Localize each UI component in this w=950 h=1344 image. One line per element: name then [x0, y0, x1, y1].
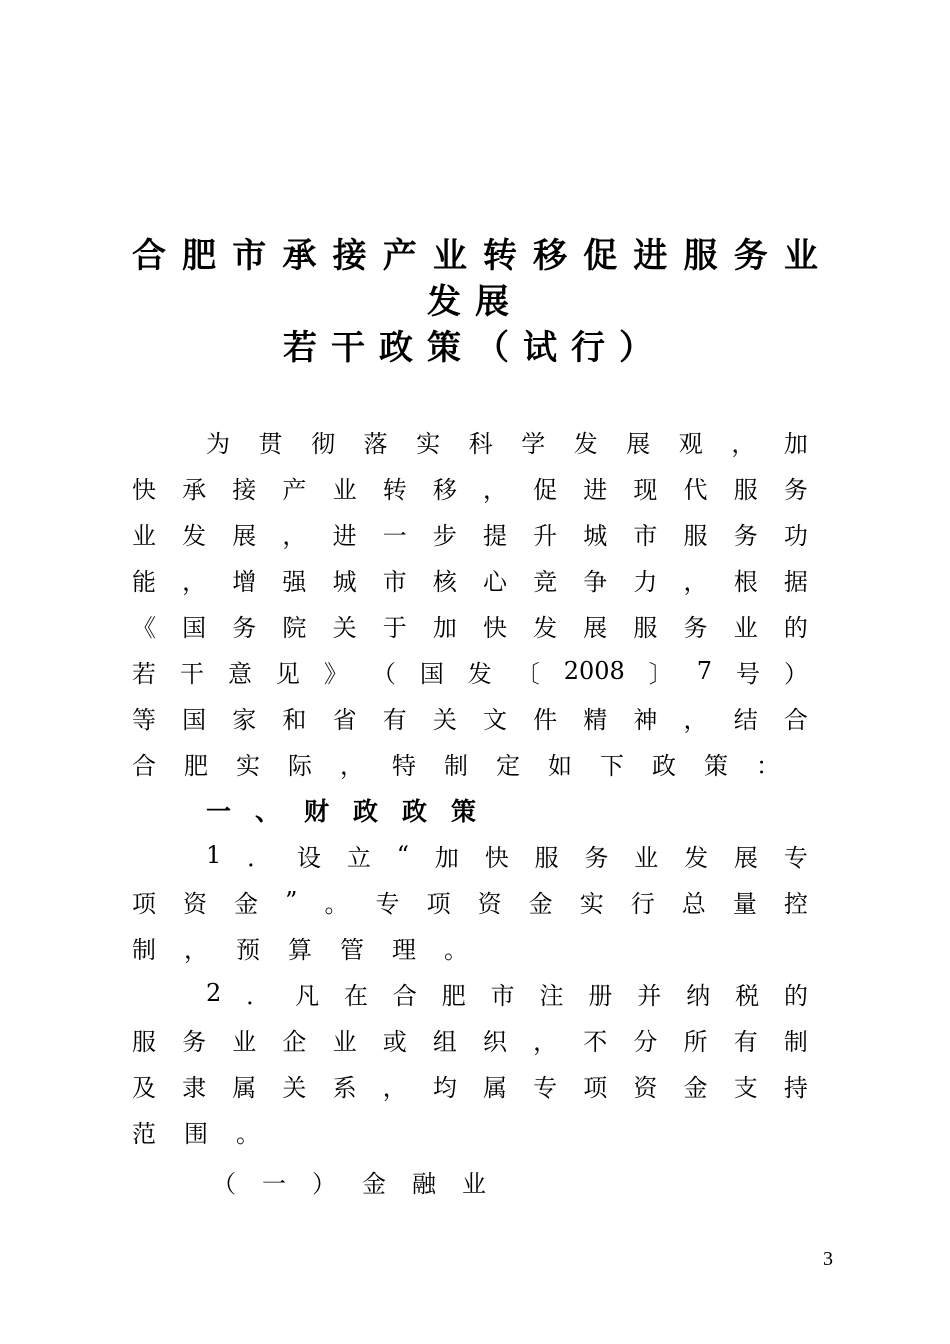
- text-glyph: 国: [419, 659, 444, 688]
- text-glyph: 和: [282, 705, 307, 734]
- text-glyph: 的: [783, 981, 808, 1010]
- text-glyph: 金: [528, 889, 553, 918]
- item1-line-3: [132, 924, 808, 970]
- text-glyph: 进: [633, 236, 668, 276]
- text-glyph: 精: [583, 705, 608, 734]
- text-glyph: ，: [683, 567, 708, 596]
- text-glyph: 等: [132, 705, 156, 734]
- text-glyph: 增: [232, 567, 257, 596]
- text-glyph: 于: [382, 613, 407, 642]
- text-glyph: 心: [482, 567, 507, 596]
- text-glyph: 的: [783, 613, 808, 642]
- text-glyph: 围: [184, 1119, 208, 1148]
- text-glyph: 服: [534, 843, 559, 872]
- text-glyph: 关: [282, 1073, 307, 1102]
- text-glyph: 业: [332, 475, 357, 504]
- text-glyph: 进: [583, 475, 608, 504]
- text-glyph: 发: [684, 843, 709, 872]
- text-glyph: 展: [734, 843, 759, 872]
- text-glyph: 分: [633, 1027, 658, 1056]
- text-glyph: 家: [232, 705, 257, 734]
- text-glyph: 务: [783, 475, 808, 504]
- text-glyph: 强: [282, 567, 307, 596]
- text-glyph: 税: [735, 981, 760, 1010]
- title-line-1: [132, 234, 818, 278]
- intro-line-8: [132, 740, 808, 786]
- text-glyph: 为: [206, 429, 230, 458]
- text-glyph: 实: [579, 889, 604, 918]
- item2-line-3: [132, 1062, 808, 1108]
- text-glyph: ，: [731, 429, 756, 458]
- text-glyph: ．: [246, 981, 271, 1010]
- text-glyph: 际: [288, 751, 312, 780]
- text-glyph: 接: [332, 236, 367, 276]
- intro-line-4: [132, 556, 808, 602]
- text-glyph: 若: [132, 659, 156, 688]
- text-glyph: 落: [363, 429, 388, 458]
- text-glyph: 移: [432, 475, 457, 504]
- text-glyph: 见: [275, 659, 300, 688]
- text-glyph: 干: [179, 659, 204, 688]
- text-glyph: 贯: [258, 429, 283, 458]
- text-glyph: 专: [783, 843, 808, 872]
- intro-line-6: [132, 648, 808, 694]
- text-glyph: ，: [182, 567, 207, 596]
- text-glyph: 产: [382, 236, 417, 276]
- text-glyph: 务: [683, 613, 708, 642]
- text-glyph: 关: [332, 613, 357, 642]
- text-glyph: 服: [683, 521, 708, 550]
- text-glyph: 立: [346, 843, 371, 872]
- text-glyph: ，: [184, 935, 208, 964]
- text-glyph: 2008: [563, 657, 625, 685]
- text-glyph: 专: [375, 889, 400, 918]
- text-glyph: 组: [432, 1027, 457, 1056]
- text-glyph: 纳: [686, 981, 711, 1010]
- text-glyph: ：: [756, 751, 780, 780]
- text-glyph: 管: [340, 935, 364, 964]
- section-heading-fiscal-policy: 一、财政政策: [206, 797, 501, 826]
- text-glyph: 业: [783, 236, 818, 276]
- text-glyph: ，: [382, 1073, 407, 1102]
- text-glyph: 支: [733, 1073, 758, 1102]
- text-glyph: 服: [683, 236, 718, 276]
- text-glyph: 争: [583, 567, 608, 596]
- text-glyph: 均: [432, 1073, 457, 1102]
- text-glyph: 及: [132, 1073, 156, 1102]
- text-glyph: 肥: [184, 751, 208, 780]
- text-glyph: 行: [630, 889, 655, 918]
- text-glyph: 有: [382, 705, 407, 734]
- text-glyph: 力: [633, 567, 658, 596]
- text-glyph: 承: [282, 236, 317, 276]
- text-glyph: 合: [132, 236, 166, 276]
- text-glyph: 市: [232, 236, 267, 276]
- text-glyph: 步: [432, 521, 457, 550]
- text-glyph: 2: [206, 979, 222, 1007]
- text-glyph: 总: [681, 889, 706, 918]
- text-glyph: 观: [678, 429, 703, 458]
- text-glyph: 金: [234, 889, 259, 918]
- text-glyph: 提: [482, 521, 507, 550]
- text-glyph: 学: [521, 429, 546, 458]
- text-glyph: ，: [533, 1027, 558, 1056]
- text-glyph: 下: [600, 751, 624, 780]
- text-glyph: 转: [482, 236, 517, 276]
- text-glyph: ，: [683, 705, 708, 734]
- text-glyph: 企: [282, 1027, 307, 1056]
- text-glyph: 在: [343, 981, 368, 1010]
- text-glyph: 策: [704, 751, 728, 780]
- text-glyph: 系: [332, 1073, 357, 1102]
- text-glyph: 特: [392, 751, 416, 780]
- text-glyph: 彻: [311, 429, 336, 458]
- text-glyph: 或: [382, 1027, 407, 1056]
- text-glyph: ，: [482, 475, 507, 504]
- text-glyph: 功: [783, 521, 808, 550]
- text-glyph: 金: [683, 1073, 708, 1102]
- text-glyph: 转: [382, 475, 407, 504]
- text-glyph: 制: [783, 1027, 808, 1056]
- text-glyph: （: [371, 659, 396, 688]
- text-glyph: 政: [652, 751, 676, 780]
- text-glyph: 意: [227, 659, 252, 688]
- text-glyph: 定: [496, 751, 520, 780]
- text-glyph: 织: [482, 1027, 507, 1056]
- text-glyph: 城: [332, 567, 357, 596]
- text-glyph: “: [396, 841, 409, 869]
- text-glyph: 市: [633, 521, 658, 550]
- text-glyph: 制: [444, 751, 468, 780]
- text-glyph: 产: [282, 475, 307, 504]
- text-glyph: ．: [247, 843, 272, 872]
- text-glyph: 业: [332, 1027, 357, 1056]
- text-glyph: 快: [484, 843, 509, 872]
- text-glyph: 量: [732, 889, 757, 918]
- text-glyph: 市: [382, 567, 407, 596]
- text-glyph: 预: [236, 935, 260, 964]
- text-glyph: 省: [332, 705, 357, 734]
- text-glyph: 据: [783, 567, 808, 596]
- text-glyph: 快: [132, 475, 156, 504]
- text-glyph: 移: [533, 236, 568, 276]
- intro-line-5: [132, 602, 808, 648]
- text-glyph: 资: [183, 889, 208, 918]
- text-glyph: 范: [132, 1119, 156, 1148]
- text-glyph: 册: [588, 981, 613, 1010]
- text-glyph: 展: [626, 429, 651, 458]
- text-glyph: 合: [783, 705, 808, 734]
- text-glyph: 隶: [182, 1073, 207, 1102]
- intro-line-1: [206, 418, 808, 464]
- title-line-3: 若干政策（试行）: [283, 328, 667, 368]
- text-glyph: 号: [735, 659, 760, 688]
- text-glyph: 业: [634, 843, 659, 872]
- text-glyph: 项: [426, 889, 451, 918]
- text-glyph: 不: [583, 1027, 608, 1056]
- text-glyph: 发: [533, 613, 558, 642]
- item1-line-2: [132, 878, 808, 924]
- text-glyph: 实: [236, 751, 260, 780]
- text-glyph: 国: [182, 705, 207, 734]
- text-glyph: 神: [633, 705, 658, 734]
- text-glyph: 项: [132, 889, 156, 918]
- text-glyph: ）: [783, 659, 808, 688]
- text-glyph: 〔: [515, 659, 540, 688]
- text-glyph: 结: [733, 705, 758, 734]
- subsection-heading-finance: （一）金融业: [212, 1170, 512, 1198]
- text-glyph: 属: [232, 1073, 257, 1102]
- text-glyph: 肥: [441, 981, 466, 1010]
- text-glyph: 1: [206, 841, 222, 869]
- text-glyph: 国: [182, 613, 207, 642]
- text-glyph: 科: [468, 429, 493, 458]
- text-glyph: 核: [432, 567, 457, 596]
- text-glyph: 《: [132, 613, 156, 642]
- text-glyph: 升: [533, 521, 558, 550]
- text-glyph: 城: [583, 521, 608, 550]
- text-glyph: 一: [382, 521, 407, 550]
- text-glyph: 发: [467, 659, 492, 688]
- item2-line-1: [206, 970, 808, 1016]
- text-glyph: 所: [683, 1027, 708, 1056]
- text-glyph: 如: [548, 751, 572, 780]
- text-glyph: 注: [539, 981, 564, 1010]
- text-glyph: 设: [297, 843, 321, 872]
- text-glyph: 业: [432, 236, 467, 276]
- text-glyph: 发: [182, 521, 207, 550]
- text-glyph: 进: [332, 521, 357, 550]
- item1-line-1: [206, 832, 808, 878]
- text-glyph: 展: [232, 521, 257, 550]
- text-glyph: 属: [482, 1073, 507, 1102]
- text-glyph: 服: [733, 475, 758, 504]
- text-glyph: ，: [340, 751, 364, 780]
- text-glyph: 资: [633, 1073, 658, 1102]
- item2-line-2: [132, 1016, 808, 1062]
- text-glyph: 业: [132, 521, 156, 550]
- text-glyph: 7: [696, 657, 713, 685]
- text-glyph: 服: [132, 1027, 156, 1056]
- text-glyph: 促: [533, 475, 558, 504]
- text-glyph: 院: [282, 613, 307, 642]
- text-glyph: 务: [182, 1027, 207, 1056]
- text-glyph: 业: [733, 613, 758, 642]
- text-glyph: 实: [416, 429, 441, 458]
- item2-line-4: [132, 1108, 808, 1154]
- text-glyph: 。: [236, 1119, 260, 1148]
- text-glyph: 加: [434, 843, 459, 872]
- text-glyph: 资: [477, 889, 502, 918]
- page-number: 3: [823, 1248, 833, 1270]
- text-glyph: 业: [232, 1027, 257, 1056]
- text-glyph: 并: [637, 981, 662, 1010]
- text-glyph: ”: [285, 887, 298, 915]
- intro-line-2: [132, 464, 808, 510]
- text-glyph: 务: [232, 613, 257, 642]
- text-glyph: 专: [533, 1073, 558, 1102]
- title-line-2: 发展: [427, 282, 523, 322]
- text-glyph: 促: [583, 236, 618, 276]
- text-glyph: 快: [482, 613, 507, 642]
- text-glyph: 代: [683, 475, 708, 504]
- text-glyph: 关: [432, 705, 457, 734]
- intro-line-3: [132, 510, 808, 556]
- text-glyph: 理: [392, 935, 416, 964]
- text-glyph: 合: [132, 751, 156, 780]
- text-glyph: 现: [633, 475, 658, 504]
- text-glyph: 展: [583, 613, 608, 642]
- text-glyph: 务: [733, 521, 758, 550]
- text-glyph: 制: [132, 935, 156, 964]
- text-glyph: 项: [583, 1073, 608, 1102]
- text-glyph: 件: [533, 705, 558, 734]
- text-glyph: 算: [288, 935, 312, 964]
- text-glyph: 合: [392, 981, 417, 1010]
- text-glyph: 控: [783, 889, 808, 918]
- text-glyph: 加: [783, 429, 808, 458]
- text-glyph: 凡: [295, 981, 320, 1010]
- text-glyph: ，: [282, 521, 307, 550]
- text-glyph: 加: [432, 613, 457, 642]
- text-glyph: 持: [783, 1073, 808, 1102]
- text-glyph: 文: [482, 705, 507, 734]
- text-glyph: 。: [324, 889, 349, 918]
- text-glyph: 竞: [533, 567, 558, 596]
- text-glyph: 根: [733, 567, 758, 596]
- text-glyph: 〕: [648, 659, 673, 688]
- text-glyph: 有: [733, 1027, 758, 1056]
- text-glyph: 》: [323, 659, 348, 688]
- text-glyph: 接: [232, 475, 257, 504]
- intro-line-7: [132, 694, 808, 740]
- text-glyph: 能: [132, 567, 156, 596]
- text-glyph: 。: [444, 935, 468, 964]
- text-glyph: 承: [182, 475, 207, 504]
- text-glyph: 市: [490, 981, 515, 1010]
- text-glyph: 服: [633, 613, 658, 642]
- text-glyph: 肥: [182, 236, 217, 276]
- text-glyph: 发: [573, 429, 598, 458]
- text-glyph: 务: [584, 843, 609, 872]
- text-glyph: 务: [733, 236, 768, 276]
